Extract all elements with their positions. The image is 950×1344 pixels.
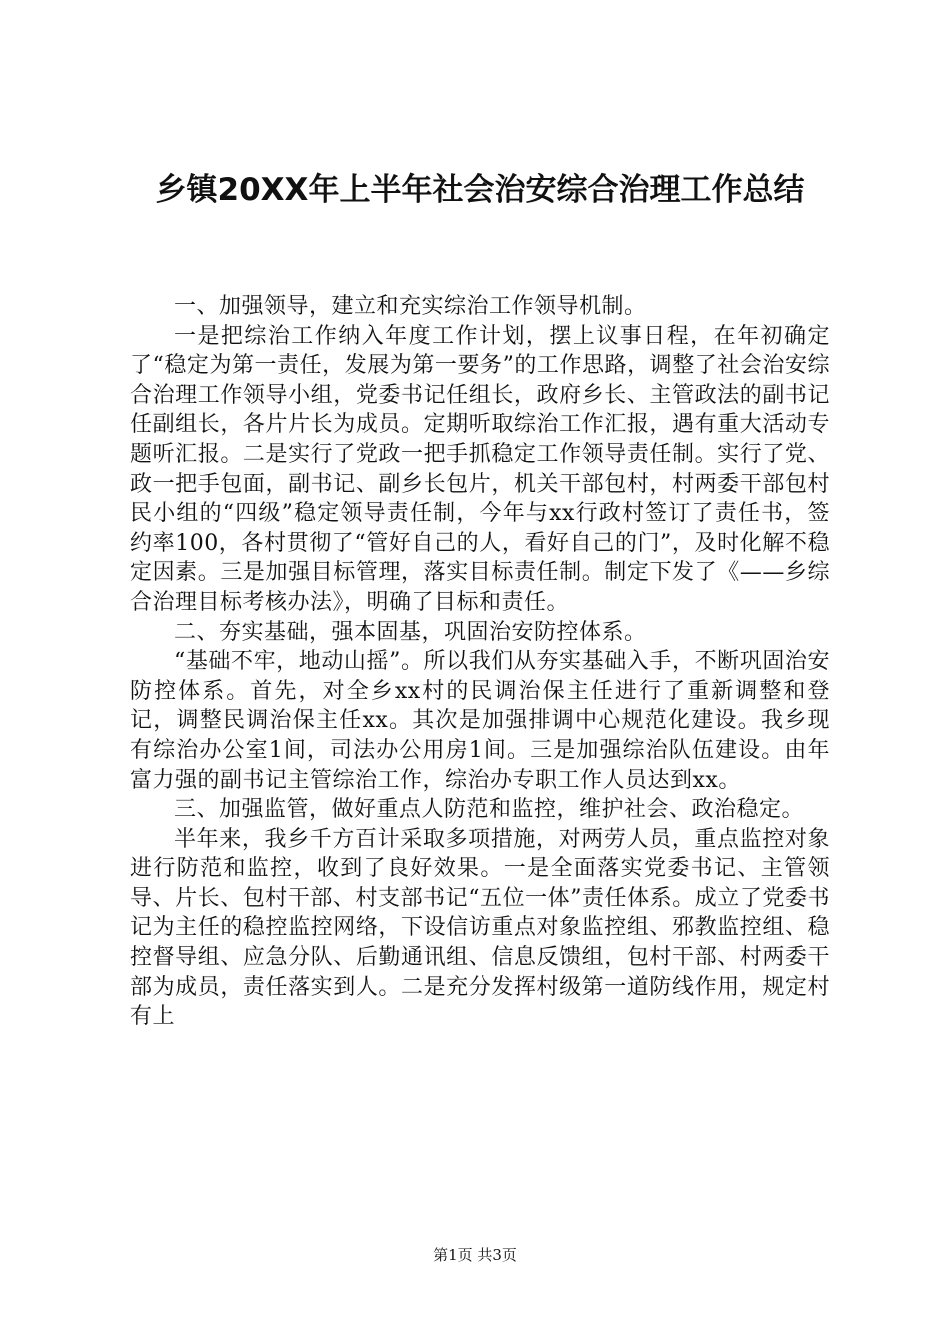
body-paragraph: 半年来，我乡千方百计采取多项措施，对两劳人员，重点监控对象进行防范和监控，收到了良好效果。一是全面落实党委书记、主管领导、片长、包村干部、村支部书记“五位一体”责任体系。成立了党委书记为主任的稳控监控网络，下设信访重点对象监控组、邪教监控组、稳控督导组、应急分队、后勤通讯组、信息反馈组，包村干部、村两委干部为成员，责任落实到人。二是充分发挥村级第一道防线作用，规定村有上 — [130, 826, 830, 1030]
body-paragraph: 一是把综治工作纳入年度工作计划，摆上议事日程，在年初确定了“稳定为第一责任，发展为第一要务”的工作思路，调整了社会治安综合治理工作领导小组，党委书记任组长，政府乡长、主管政法的副书记任副组长，各片片长为成员。定期听取综治工作汇报，遇有重大活动专题听汇报。二是实行了党政一把手抓稳定工作领导责任制。实行了党、政一把手包面，副书记、副乡长包片，机关干部包村，村两委干部包村民小组的“四级”稳定领导责任制，今年与xx行政村签订了责任书，签约率100，各村贯彻了“管好自己的人，看好自己的门”，及时化解不稳定因素。三是加强目标管理，落实目标责任制。制定下发了《——乡综合治理目标考核办法》，明确了目标和责任。 — [130, 323, 830, 615]
body-paragraph: “基础不牢，地动山摇”。所以我们从夯实基础入手，不断巩固治安防控体系。首先，对全乡xx村的民调治保主任进行了重新调整和登记，调整民调治保主任xx。其次是加强排调中心规范化建设。我乡现有综治办公室1间，司法办公用房1间。三是加强综治队伍建设。由年富力强的副书记主管综治工作，综治办专职工作人员达到xx。 — [130, 649, 830, 793]
document-title: 乡镇20XX年上半年社会治安综合治理工作总结 — [155, 172, 805, 208]
page-number-footer: 第1页 共3页 — [433, 1246, 517, 1264]
section-heading-1: 一、加强领导，建立和充实综治工作领导机制。 — [174, 294, 647, 319]
section-heading-3: 三、加强监管，做好重点人防范和监控，维护社会、政治稳定。 — [174, 797, 805, 823]
section-heading-2: 二、夯实基础，强本固基，巩固治安防控体系。 — [174, 619, 647, 645]
document-body — [130, 292, 830, 1032]
